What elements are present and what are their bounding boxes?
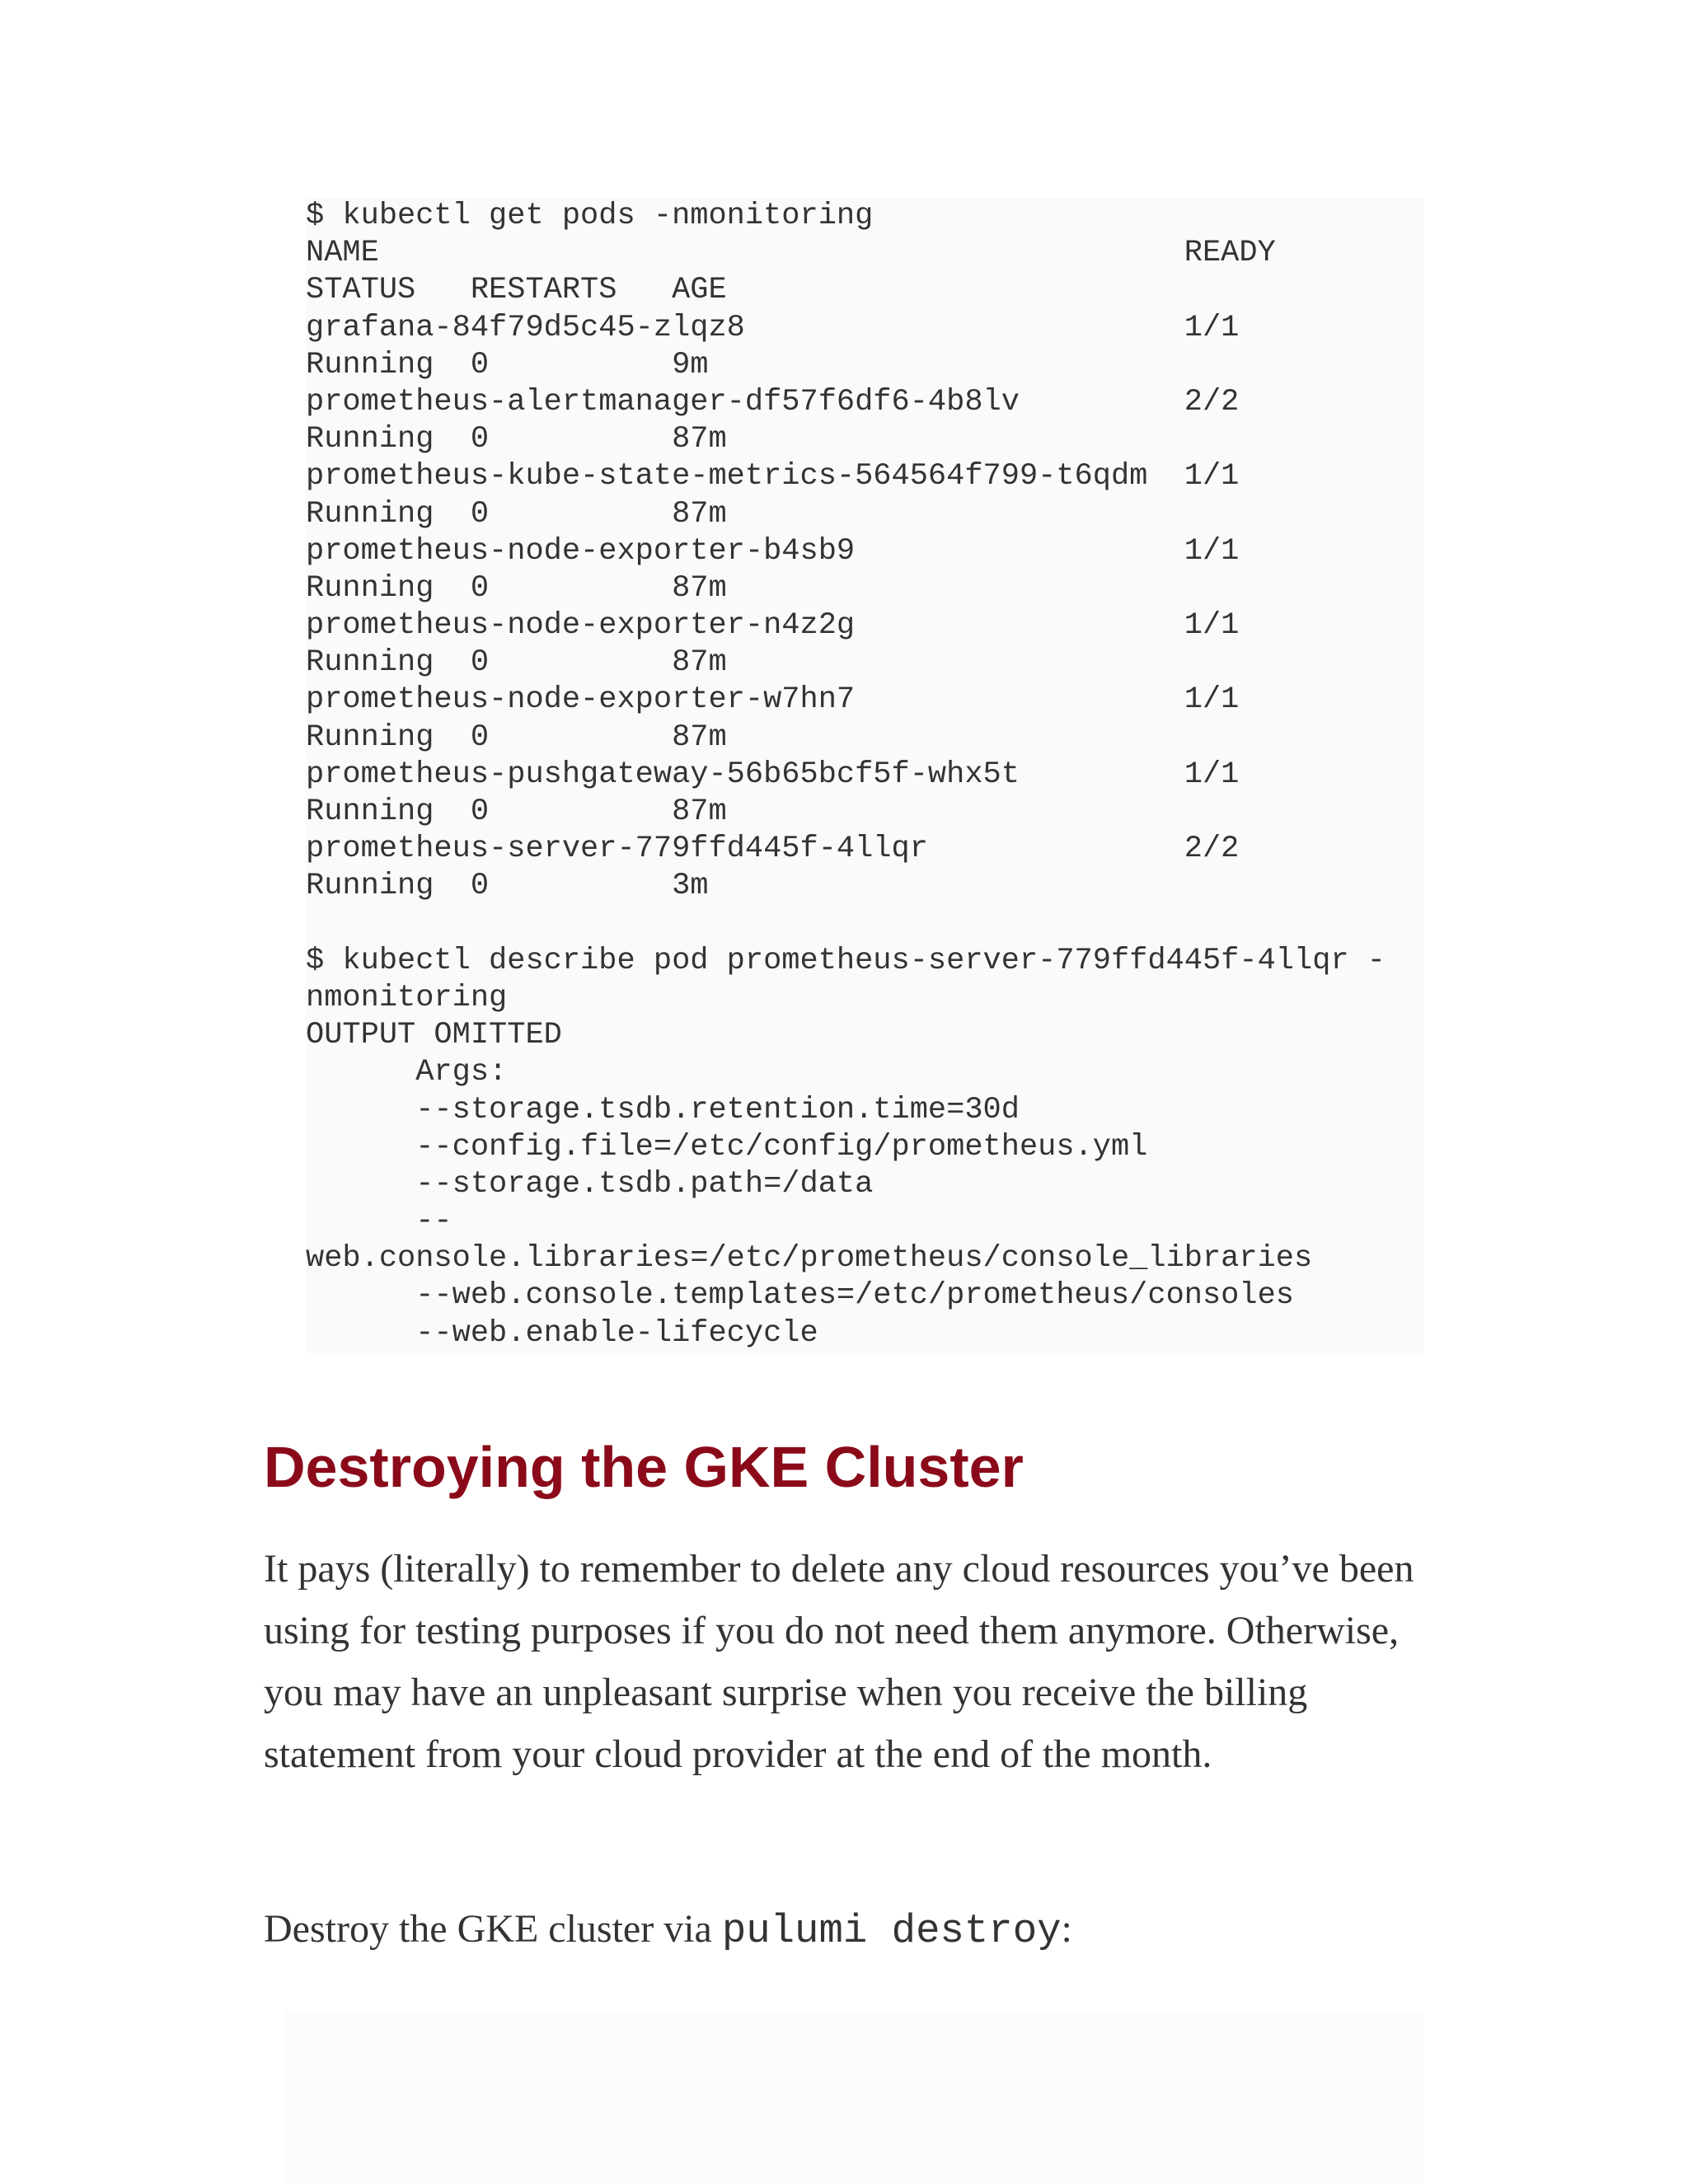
code-line: $ kubectl describe pod prometheus-server-779ffd445f-4llqr - xyxy=(306,943,1386,978)
code-line: Running 0 87m xyxy=(306,719,727,755)
code-block xyxy=(306,198,1423,1353)
code-content xyxy=(306,198,1423,1352)
code-line: prometheus-kube-state-metrics-564564f799-t6qdm 1/1 xyxy=(306,459,1240,494)
code-line: STATUS RESTARTS AGE xyxy=(306,273,727,308)
code-line: prometheus-alertmanager-df57f6df6-4b8lv 2/2 xyxy=(306,384,1240,419)
code-line: web.console.libraries=/etc/prometheus/console_libraries xyxy=(306,1241,1313,1277)
code-line: grafana-84f79d5c45-zlqz8 1/1 xyxy=(306,310,1240,345)
code-line: prometheus-node-exporter-n4z2g 1/1 xyxy=(306,608,1240,644)
section-heading: Destroying the GKE Cluster xyxy=(264,1435,1024,1499)
code-line: prometheus-server-779ffd445f-4llqr 2/2 xyxy=(306,832,1240,867)
code-line: -- xyxy=(306,1204,452,1240)
code-line: $ kubectl get pods -nmonitoring xyxy=(306,199,874,233)
code-line: Running 0 87m xyxy=(306,422,727,457)
body-paragraph: It pays (literally) to remember to delete any cloud resources you’ve been using for testing purposes if you do not need them anymore. Otherwise, you may have an unpleasant surprise when you receive the billing statement from your cloud provider at the end of the month. xyxy=(264,1547,1414,1776)
code-line: Running 0 87m xyxy=(306,570,727,606)
code-line: Running 0 9m xyxy=(306,347,709,382)
instruction-suffix: : xyxy=(1061,1907,1072,1951)
code-line: NAME READY xyxy=(306,236,1276,271)
code-line: --web.console.templates=/etc/prometheus/consoles xyxy=(306,1278,1294,1314)
code-line: Args: xyxy=(306,1055,508,1090)
code-line: --storage.tsdb.retention.time=30d xyxy=(306,1092,1020,1127)
code-line: Running 0 87m xyxy=(306,496,727,532)
instruction-paragraph xyxy=(264,1898,1434,1962)
code-line: --storage.tsdb.path=/data xyxy=(306,1166,874,1202)
code-line: --web.enable-lifecycle xyxy=(306,1315,818,1351)
code-line: nmonitoring xyxy=(306,980,508,1015)
code-line: OUTPUT OMITTED xyxy=(306,1018,562,1053)
code-line: prometheus-node-exporter-w7hn7 1/1 xyxy=(306,682,1240,718)
instruction-text: Destroy the GKE cluster via xyxy=(264,1907,722,1951)
code-block-next xyxy=(285,2011,1423,2184)
code-line: prometheus-pushgateway-56b65bcf5f-whx5t 1/1 xyxy=(306,757,1240,792)
code-line: Running 0 3m xyxy=(306,869,709,904)
inline-code: pulumi destroy xyxy=(721,1908,1062,1954)
code-line: prometheus-node-exporter-b4sb9 1/1 xyxy=(306,533,1240,569)
code-line: Running 0 87m xyxy=(306,645,727,681)
code-line: Running 0 87m xyxy=(306,794,727,829)
code-line xyxy=(306,906,1423,943)
code-line: --config.file=/etc/config/prometheus.yml xyxy=(306,1129,1148,1165)
